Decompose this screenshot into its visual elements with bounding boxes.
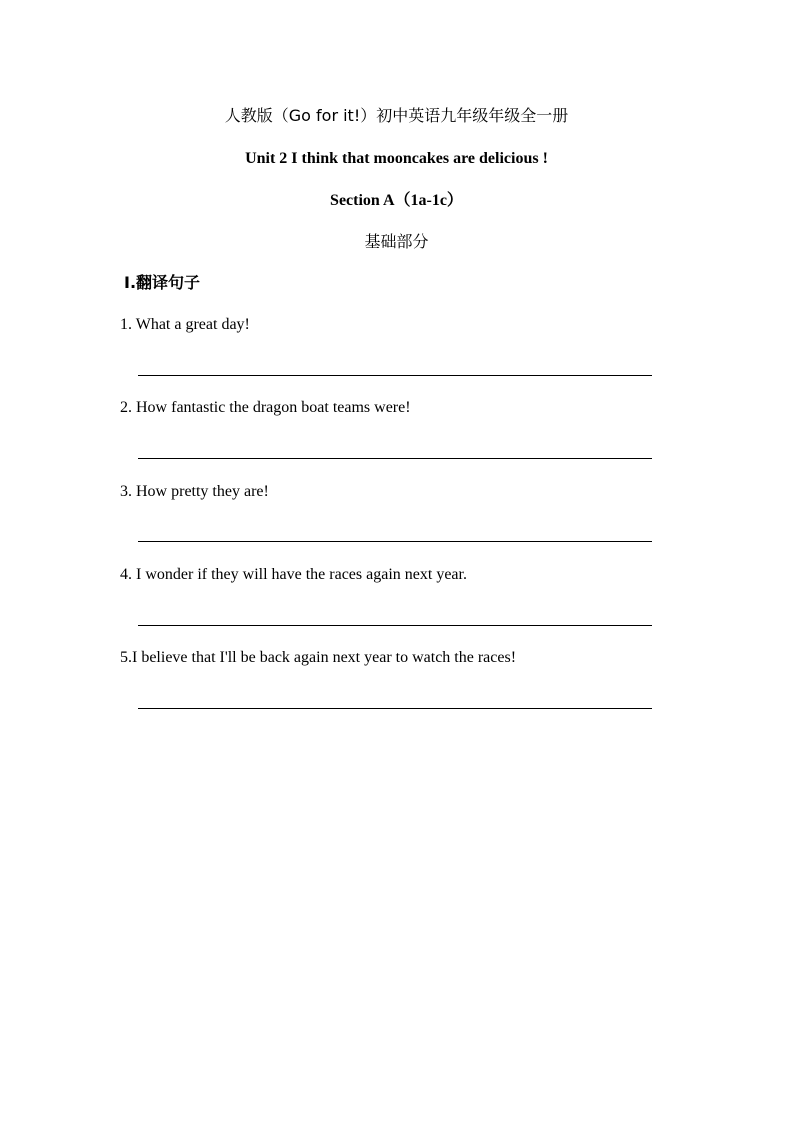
question-2: 2. How fantastic the dragon boat teams were! [120,399,411,416]
book-title: 人教版（Go for it!）初中英语九年级年级全一册 [224,106,569,125]
answer-line-3[interactable] [138,541,652,542]
part-label: 基础部分 [364,232,429,251]
answer-line-1[interactable] [138,375,652,376]
question-3: 3. How pretty they are! [120,483,269,500]
answer-line-5[interactable] [138,708,652,709]
question-1: 1. What a great day! [120,316,250,333]
question-4: 4. I wonder if they will have the races again next year. [120,566,467,583]
unit-title: Unit 2 I think that mooncakes are delicious ! [245,150,548,167]
question-5: 5.I believe that I'll be back again next year to watch the races! [120,649,517,666]
exercise-heading: Ⅰ.翻译句子 [124,273,201,292]
section-title: Section A（1a-1c） [330,192,463,209]
answer-line-4[interactable] [138,625,652,626]
answer-line-2[interactable] [138,458,652,459]
